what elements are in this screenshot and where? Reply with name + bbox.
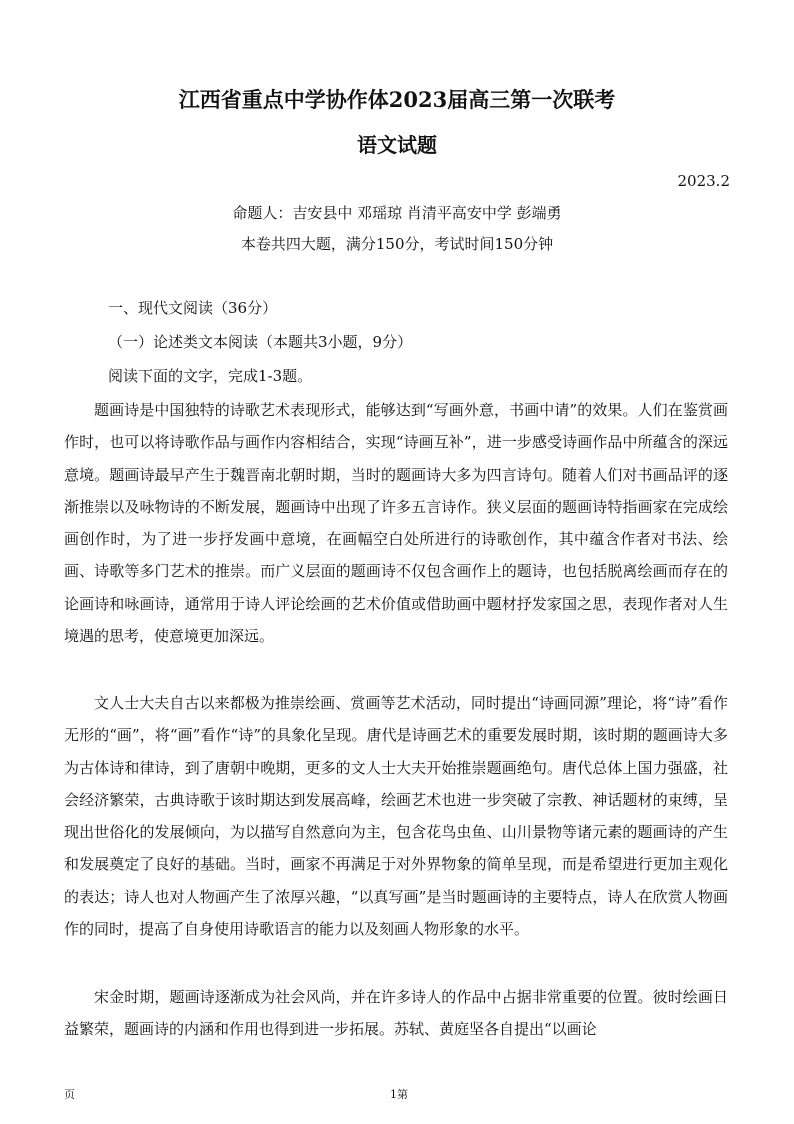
footer-page-number: 1第	[390, 1088, 408, 1101]
exam-date: 2023.2	[677, 172, 730, 190]
footer-page-label: 页	[64, 1088, 75, 1101]
exam-info: 本卷共四大题，满分150分，考试时间150分钟	[240, 235, 554, 253]
reading-instruction: 阅读下面的文字，完成1-3题。	[108, 367, 313, 385]
subsection-heading: （一）论述类文本阅读（本题共3小题，9分）	[108, 333, 413, 351]
author-line: 命题人：吉安县中 邓瑶琼 肖清平高安中学 彭端勇	[232, 204, 562, 222]
section-heading: 一、现代文阅读（36分）	[108, 299, 278, 317]
paragraph: 宋金时期，题画诗逐渐成为社会风尚，并在许多诗人的作品中占据非常重要的位置。彼时绘画日益繁荣，题画诗的内涵和作用也得到进一步拓展。苏轼、黄庭坚各自提出“以画论	[64, 988, 728, 1039]
exam-title: 江西省重点中学协作体2023届高三第一次联考	[178, 87, 616, 112]
paragraph: 文人士大夫自古以来都极为推崇绘画、赏画等艺术活动，同时提出“诗画同源”理论，将“诗”看作无形的“画”，将“画”看作“诗”的具象化呈现。唐代是诗画艺术的重要发展时期，该时期的题画诗大多为古体诗和律诗，到了唐朝中晚期，更多的文人士大夫开始推崇题画绝句。唐代总体上国力强盛，社会经济繁荣，古典诗歌于该时期达到发展高峰，绘画艺术也进一步突破了宗教、神话题材的束缚，呈现出世俗化的发展倾向，为以描写自然意向为主，包含花鸟虫鱼、山川景物等诸元素的题画诗的产生和发展奠定了良好的基础。当时，画家不再满足于对外界物象的简单呈现，而是希望进行更加主观化的表达；诗人也对人物画产生了浓厚兴趣，“以真写画”是当时题画诗的主要特点，诗人在欣赏人物画作的同时，提高了自身使用诗歌语言的能力以及刻画人物形象的水平。	[64, 694, 728, 939]
paragraph: 题画诗是中国独特的诗歌艺术表现形式，能够达到“写画外意，书画中请”的效果。人们在鉴赏画作时，也可以将诗歌作品与画作内容相结合，实现“诗画互补”，进一步感受诗画作品中所蕴含的深远意境。题画诗最早产生于魏晋南北朝时期，当时的题画诗大多为四言诗句。随着人们对书画品评的逐渐推崇以及咏物诗的不断发展，题画诗中出现了许多五言诗作。狭义层面的题画诗特指画家在完成绘画创作时，为了进一步抒发画中意境，在画幅空白处所进行的诗歌创作，其中蕴含作者对书法、绘画、诗歌等多门艺术的推崇。而广义层面的题画诗不仅包含画作上的题诗，也包括脱离绘画而存在的论画诗和咏画诗，通常用于诗人评论绘画的艺术价值或借助画中题材抒发家国之思，表现作者对人生境遇的思考，使意境更加深远。	[64, 401, 728, 646]
exam-subtitle: 语文试题	[357, 133, 437, 157]
